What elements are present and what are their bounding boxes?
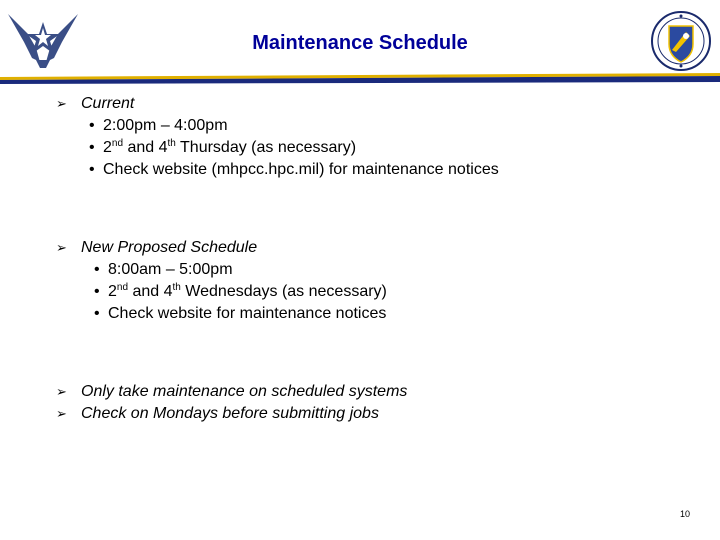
arrow-bullet-icon: ➢ [56,384,67,399]
research-laboratory-shield-icon [650,10,712,72]
page-number: 10 [680,509,691,519]
arrow-bullet-icon: ➢ [56,96,67,111]
list-item: • 2nd and 4th Wednesdays (as necessary) [94,282,387,300]
section-label: Current [81,95,135,112]
list-item: • 2nd and 4th Thursday (as necessary) [89,138,357,156]
note-item: ➢ Check on Mondays before submitting jobs [56,405,379,422]
list-item: • Check website (mhpcc.hpc.mil) for maintenance notices [89,161,499,178]
section-new-proposed [56,238,257,258]
list-item: • Check website for maintenance notices [94,305,387,322]
list-item: • 8:00am – 5:00pm [94,261,233,278]
arrow-bullet-icon: ➢ [56,406,67,421]
note-item: ➢ Only take maintenance on scheduled systems [56,383,408,400]
section-current [56,94,134,114]
page-title: Maintenance Schedule [252,32,468,54]
header-divider [0,73,720,87]
section-label: New Proposed Schedule [81,239,258,256]
list-item: • 2:00pm – 4:00pm [89,117,228,134]
arrow-bullet-icon: ➢ [56,240,67,255]
